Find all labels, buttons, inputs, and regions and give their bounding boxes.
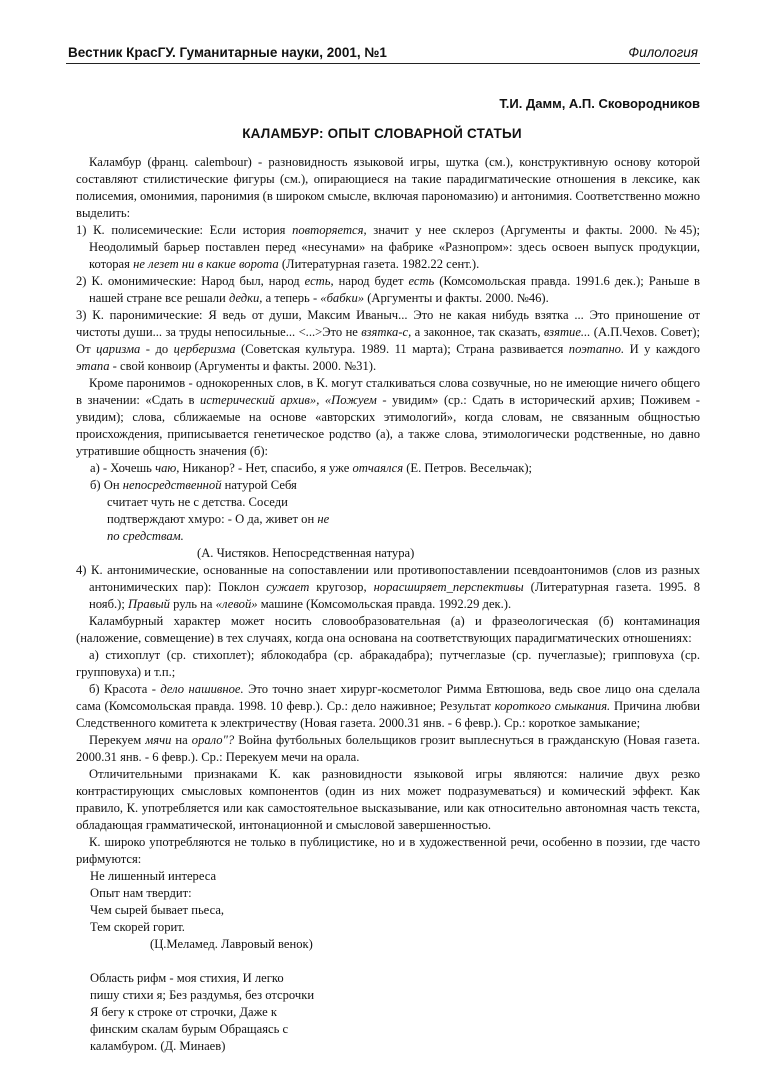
article-title: КАЛАМБУР: ОПЫТ СЛОВАРНОЙ СТАТЬИ	[242, 126, 522, 141]
section-name: Филология	[628, 45, 698, 60]
article-authors: Т.И. Дамм, А.П. Сковородников	[499, 96, 700, 111]
article-body	[76, 154, 700, 1055]
example-a: а) - Хочешь чаю, Никанор? - Нет, спасибо, я уже отчаялся (Е. Петров. Весельчак);	[90, 461, 533, 475]
paragraph-intro: Каламбур (франц. calembour) - разновидность языковой игры, шутка (см.), конструктивную основу которой составляют стилистические фигуры (см.), опирающиеся на такие парадигматические отношения в лексике, как полисемия, омонимия, паронимия (в широком смысле, включая парономазию) и антонимия. Соответственно можно выделить:	[76, 155, 700, 220]
contamination-a: а) стихоплут (ср. стихоплет); яблокодабра (ср. абракадабра); путчеглазые (ср. пучеглазые); грипповуха (ср. групповуха) и т.п.;	[76, 648, 700, 679]
paragraph-perekuem: Перекуем мячи на орало"? Война футбольных болельщиков грозит выплеснуться в гражданскую (Новая газета. 2000.31 янв. - 6 февр.). Ср.: Перекуем мечи на орала.	[76, 733, 700, 764]
journal-title: Вестник КрасГУ. Гуманитарные науки, 2001, №1	[68, 45, 387, 60]
list-item-polysemic: 1) К. полисемические: Если история повторяется, значит у нее склероз (Аргументы и факты. 2000. №45); Неодолимый барьер поставлен перед «несунами» на фабрике «Разнопром»: здесь освоен выпуск продукции, которая не лезет ни в какие ворота (Литературная газета. 1982.22 сент.).	[76, 223, 701, 271]
paragraph-features: Отличительными признаками К. как разновидности языковой игры являются: наличие двух резко контрастирующих смысловых компонентов (один из них может подразумеваться) и комический эффект. Как правило, К. употребляется или как самостоятельное высказывание, или как относительно автономная часть текста, обладающая грамматической, интонационной и смысловой завершенностью.	[76, 767, 700, 832]
citation: (Ц.Меламед. Лавровый венок)	[150, 937, 313, 951]
paragraph-paronyms: Кроме паронимов - однокоренных слов, в К. могут сталкиваться слова созвучные, но не имеющие ничего общего в значении: «Сдать в истерический архив», «Пожуем - увидим» (ср.: Сдать в исторический архив; Поживем - увидим); слова, сближаемые на основе «авторских этимологий», когда словам, не связанным общностью происхождения, приписывается генетическое родство (а), а также слова, этимологически родственные, но давно утратившие общность значения (б):	[76, 376, 701, 458]
running-header	[66, 44, 700, 64]
citation: (А. Чистяков. Непосредственная натура)	[197, 546, 415, 560]
poem-melamed: Не лишенный интереса Опыт нам твердит: Чем сырей бывает пьеса, Тем скорей горит. (Ц.Меламед. Лавровый венок)	[76, 868, 700, 953]
example-b: б) Он непосредственной натурой Себя считает чуть не с детства. Соседи подтверждают хмуро: - О да, живет он не по средствам. (А. Чистяков. Непосредственная натура)	[76, 477, 700, 562]
list-item-homonymic: 2) К. омонимические: Народ был, народ есть, народ будет есть (Комсомольская правда. 1991.6 дек.); Раньше в нашей стране все решали дедки, а теперь - «бабки» (Аргументы и факты. 2000. №46).	[76, 274, 700, 305]
paragraph-contamination: Каламбурный характер может носить словообразовательная (а) и фразеологическая (б) контаминация (наложение, совмещение) в тех случаях, когда она основана на соответствующих парадигматических отношениях:	[76, 614, 700, 645]
poem-minaev: Область рифм - моя стихия, И легко пишу стихи я; Без раздумья, без отсрочки Я бегу к строке от строчки, Даже к финским скалам бурым Обращаясь с каламбуром. (Д. Минаев)	[90, 971, 315, 1053]
paragraph-usage: К. широко употребляются не только в публицистике, но и в художественной речи, особенно в поэзии, где часто рифмуются:	[76, 835, 700, 866]
list-item-paronymic: 3) К. паронимические: Я ведь от души, Максим Иваныч... Это не какая нибудь взятка ... Это приношение от чистоты души... за труды непосильные... <...>Это не взятка-с, а законное, так сказать, взятие... (А.П.Чехов. Совет); От царизма - до церберизма (Советская культура. 1989. 11 марта); Страна развивается поэтапно. И у каждого этапа - свой конвоир (Аргументы и факты. 2000. №31).	[76, 308, 700, 373]
contamination-b: б) Красота - дело нашивное. Это точно знает хирург-косметолог Римма Евтюшова, ведь свое лицо она сделала сама (Комсомольская правда. 1998. 10 февр.). Ср.: дело наживное; Результат короткого смыкания. Причина любви Следственного комитета к электричеству (Новая газета. 2000.31 янв. - 6 февр.). Ср.: короткое замыкание;	[76, 682, 701, 730]
list-item-antonymic: 4) К. антонимические, основанные на сопоставлении или противопоставлении псевдоантонимов (слов из разных антонимических пар): Поклон сужает кругозор, норасширяет_перспективы (Литературная газета. 1995. 8 нояб.); Правый руль на «левой» машине (Комсомольская правда. 1992.29 дек.).	[76, 563, 701, 611]
